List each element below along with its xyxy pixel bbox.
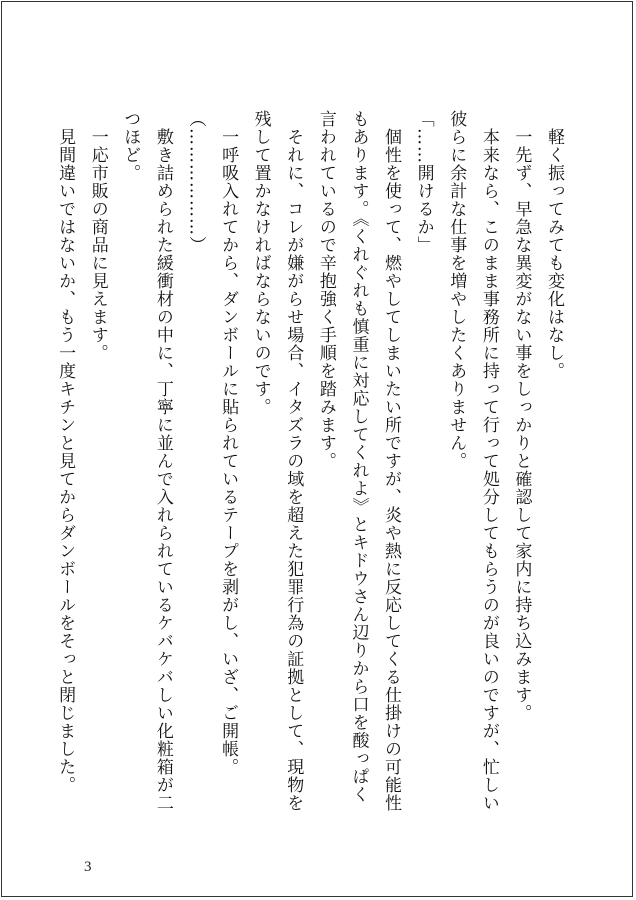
text-line: 個性を使って、燃やしてしまいたい所ですが、炎や熱に反応してくる仕掛けの可能性 — [381, 110, 402, 812]
book-page — [1, 1, 633, 897]
text-line: 一先ず、早急な異変がない事をしっかりと確認して家内に持ち込みます。 — [511, 110, 532, 722]
text-line: 本来なら、このまま事務所に持って行って処分してもらうのが良いのですが、忙しい — [478, 110, 499, 812]
text-line: 「……開けるか」 — [413, 110, 434, 254]
text-line: つほど。 — [120, 110, 141, 182]
body-text — [49, 110, 571, 820]
text-line: 見間違いではないか、もう一度キチンと見てからダンボールをそっと閉じました。 — [55, 110, 76, 794]
text-line: もあります。《くれぐれも慎重に対応してくれよ》とキドウさん辺りから口を酸っぱく — [348, 110, 369, 804]
text-line: 軽く振ってみても変化はなし。 — [544, 110, 564, 380]
text-line: 彼らに余計な仕事を増やしたくありません。 — [446, 110, 467, 470]
text-line: 一呼吸入れてから、ダンボールに貼られているテープを剥がし、いざ、ご開帳。 — [218, 110, 239, 776]
text-line: 言われているので辛抱強く手順を踏みます。 — [315, 110, 336, 470]
text-line: 残して置かなければならないのです。 — [250, 110, 271, 416]
text-line: （………………） — [185, 110, 206, 254]
text-line: それに、コレが嫌がらせ場合、イタズラの域を超えた犯罪行為の証拠として、現物を — [283, 110, 304, 812]
text-line: 敷き詰められた緩衝材の中に、丁寧に並んで入れられているケバケバしい化粧箱が二 — [152, 110, 173, 812]
page-number: 3 — [84, 859, 92, 875]
text-line: 一応市販の商品に見えます。 — [87, 110, 108, 362]
